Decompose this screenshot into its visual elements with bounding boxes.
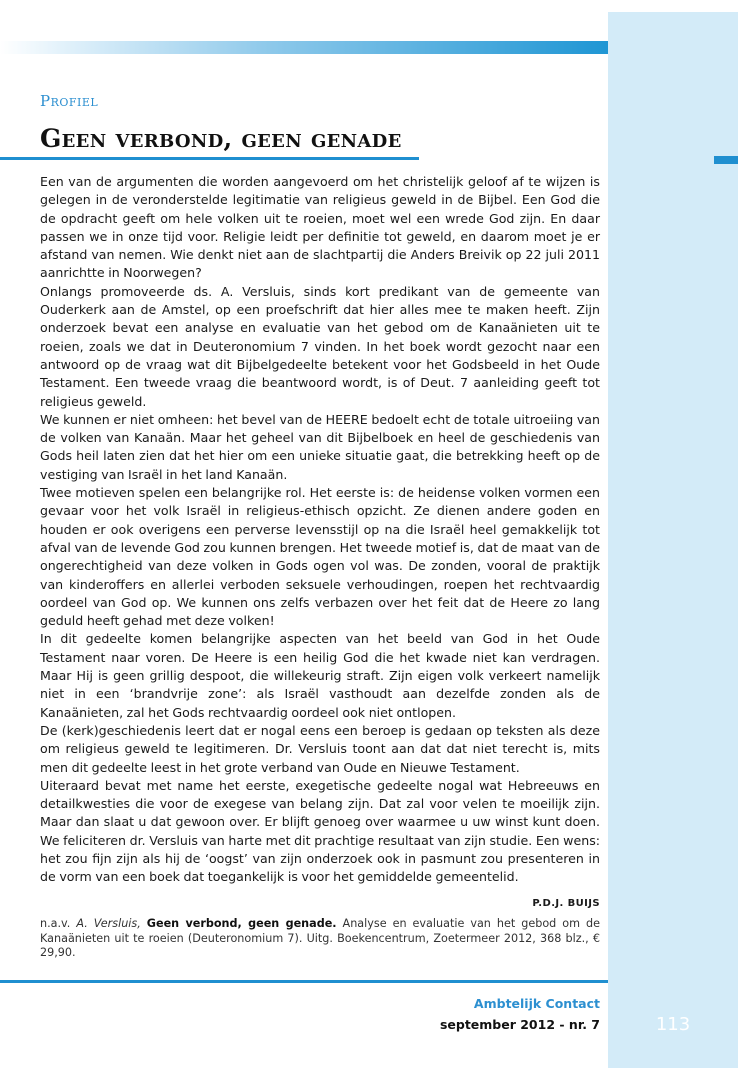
reference-details: Analyse en evaluatie van het gebod om de Kanaänieten uit te roeien (Deuteronomium 7). Uitg. Boekencentrum, Zoetermeer 2012, 368 blz., € 29,90. bbox=[40, 917, 600, 960]
section-kicker: Profiel bbox=[40, 92, 99, 110]
paragraph: Onlangs promoveerde ds. A. Versluis, sinds kort predikant van de gemeente van Ouderkerk aan de Amstel, op een proefschrift dat hier alles mee te maken heeft. Zijn onderzoek bevat een analyse en evaluatie van het gebod om de Kanaänieten uit te roeien, zoals we dat in Deuteronomium 7 vinden. In het boek wordt gezocht naar een antwoord op de vraag wat dit Bijbelgedeelte betekent voor het Godsbeeld in het Oude Testament. Een tweede vraag die beantwoord wordt, is of Deut. 7 aanleiding geeft tot religieus geweld. bbox=[40, 283, 600, 409]
paragraph: Een van de argumenten die worden aangevoerd om het christelijk geloof af te wijzen is gelegen in de veronderstelde legitimatie van religieus geweld in de Bijbel. Een God die de opdracht geeft om hele volken uit te roeien, moet wel een wrede God zijn. En daar passen we in onze tijd voor. Religie leidt per definitie tot geweld, en daarom moet je er afstand van nemen. Wie denkt niet aan de slachtpartij die Anders Breivik op 22 juli 2011 aanrichtte in Noorwegen? bbox=[40, 174, 600, 281]
reference-author: A. Versluis, bbox=[76, 917, 141, 930]
title-underline bbox=[0, 157, 419, 160]
paragraph: We kunnen er niet omheen: het bevel van de HEERE bedoelt echt de totale uitroeiing van de volken van Kanaän. Maar het geheel van dit Bijbelboek en heel de geschiedenis van Gods heil laten zien dat het hier om een unieke situatie gaat, die betrekking heeft op de vestiging van Israël in het land Kanaän. bbox=[40, 411, 600, 482]
reference-prefix: n.a.v. bbox=[40, 917, 77, 930]
header-gradient-bar bbox=[0, 41, 608, 54]
footer-rule bbox=[0, 980, 608, 983]
article-title: Geen verbond, geen genade bbox=[40, 124, 402, 153]
book-reference bbox=[40, 917, 600, 961]
paragraph: De (kerk)geschiedenis leert dat er nogal eens een beroep is gedaan op teksten als deze om religieus geweld te legitimeren. Dr. Versluis toont aan dat dat niet terecht is, mits men dit gedeelte leest in het grote verband van Oude en Nieuwe Testament. bbox=[40, 722, 600, 775]
paragraph: Uiteraard bevat met name het eerste, exegetische gedeelte nogal wat Hebreeuws en detailkwesties die voor de exegese van belang zijn. Dat zal voor velen te moeilijk zijn. Maar dan slaat u dat gewoon over. Er blijft genoeg over waarmee u uw winst kunt doen. We feliciteren dr. Versluis van harte met dit prachtige resultaat van zijn studie. Een wens: het zou fijn zijn als hij de ‘oogst’ van zijn onderzoek ook in pasmunt zou presenteren in de vorm van een boek dat toegankelijk is voor het gemiddelde gemeentelid. bbox=[40, 777, 600, 885]
magazine-name: Ambtelijk Contact bbox=[473, 996, 600, 1011]
sidebar-tab-marker bbox=[714, 156, 738, 164]
paragraph: Twee motieven spelen een belangrijke rol. Het eerste is: de heidense volken vormen een gevaar voor het volk Israël in religieus-ethisch opzicht. Ze dienen andere goden en houden er ook overigens een perverse levensstijl op na die Israël heel gemakkelijk tot afval van de levende God zou kunnen brengen. Het tweede motief is, dat de maat van de ongerechtigheid van deze volken in Gods ogen vol was. De zonden, vooral de praktijk van kinderoffers en allerlei verboden seksuele verhoudingen, roepen het rechtvaardig oordeel van God op. We kunnen ons zelfs verbazen over het feit dat de Heere zo lang geduld heeft gehad met deze volken! bbox=[40, 485, 600, 629]
author-signature: P.D.J. BUIJS bbox=[532, 898, 600, 909]
page-sidebar bbox=[608, 12, 738, 1068]
article-body bbox=[40, 173, 600, 887]
paragraph: In dit gedeelte komen belangrijke aspecten van het beeld van God in het Oude Testament naar voren. De Heere is een heilig God die het kwade niet kan verdragen. Maar Hij is geen grillig despoot, die willekeurig straft. Zijn eigen volk verkeert namelijk niet in een ‘brandvrije zone’: als Israël vasthoudt aan dezelfde zonden als de Kanaänieten, zal het Gods rechtvaardig oordeel ook niet ontlopen. bbox=[40, 631, 600, 720]
reference-book-title: Geen verbond, geen genade. bbox=[146, 917, 337, 930]
magazine-issue: september 2012 - nr. 7 bbox=[439, 1017, 600, 1032]
page-number: 113 bbox=[655, 1014, 691, 1035]
